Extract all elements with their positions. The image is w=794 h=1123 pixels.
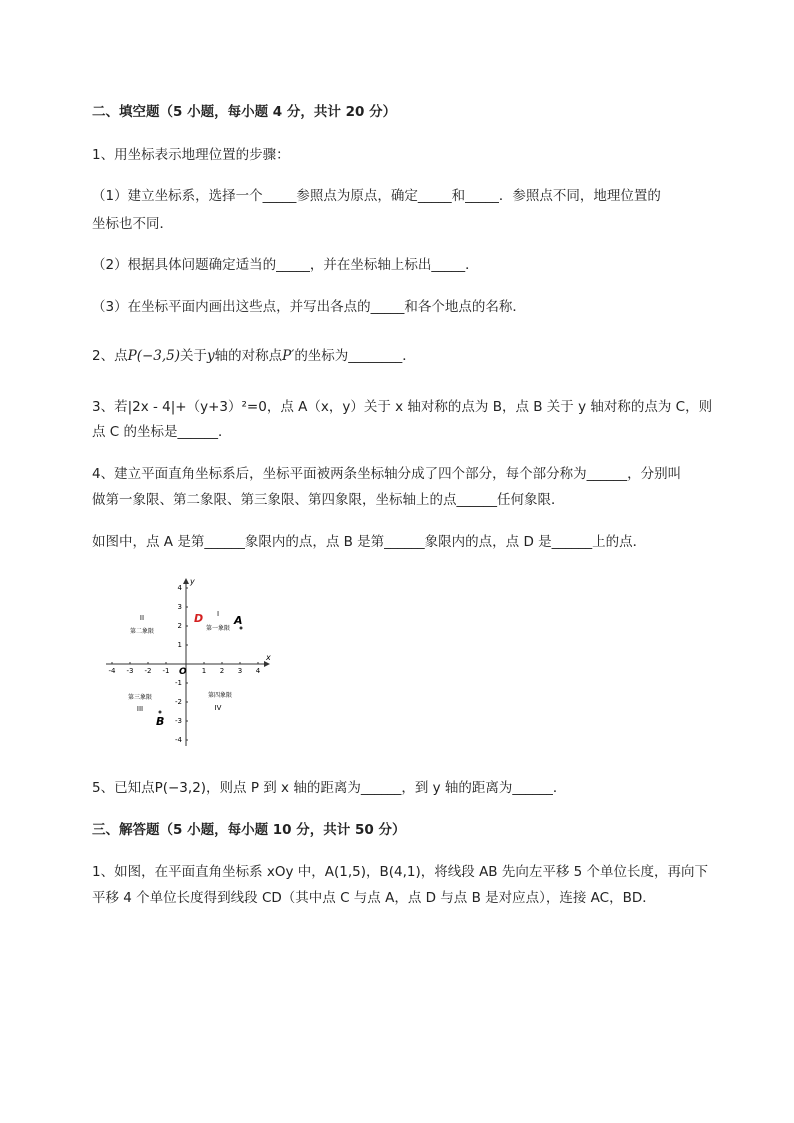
quadrant-4-roman: IV <box>214 704 222 712</box>
y-tick-label: 4 <box>177 584 182 592</box>
q2-coords: (−3,5) <box>136 348 181 364</box>
section-heading-fill-blank: 二、填空题（5 小题，每小题 4 分，共计 20 分） <box>92 104 397 120</box>
quadrant-2-name: 第二象限 <box>129 628 155 635</box>
q2-mid2: 轴的对称点 <box>214 348 283 364</box>
quadrant-3-roman: III <box>136 705 144 713</box>
q2-mid1: 关于 <box>180 348 208 364</box>
x-tick-label: -2 <box>144 667 152 675</box>
q1-step1-line2: 坐标也不同． <box>92 216 173 232</box>
q2-pre: 2、点 <box>92 348 128 364</box>
x-tick-label: 1 <box>201 667 207 675</box>
x-tick-label: -1 <box>162 667 170 675</box>
y-axis-label: y <box>190 577 195 586</box>
y-tick-label: -4 <box>175 736 182 744</box>
quadrant-2-roman: II <box>139 614 145 622</box>
x-axis-label: x <box>266 653 271 662</box>
q2-y-axis: y <box>207 348 215 364</box>
q2-text <box>92 344 416 364</box>
s3q1-line2: 平移 4 个单位长度得到线段 CD（其中点 C 与点 A，点 D 与点 B 是对应点），连接 AC，BD． <box>92 890 656 906</box>
x-tick-label: 2 <box>219 667 225 675</box>
coordinate-figure <box>104 576 272 748</box>
y-axis-arrow <box>183 578 189 584</box>
x-tick-label: 4 <box>255 667 261 675</box>
origin-label: O <box>179 667 187 677</box>
q3-line2: 点 C 的坐标是______． <box>92 424 232 440</box>
q4-line3: 如图中，点 A 是第______象限内的点，点 B 是第______象限内的点，点 D 是______上的点． <box>92 534 647 550</box>
q2-post: 的坐标为________． <box>294 348 416 364</box>
y-tick-label: 2 <box>177 622 182 630</box>
s3q1-line1: 1、如图，在平面直角坐标系 xOy 中，A(1,5)，B(4,1)，将线段 AB 先向左平移 5 个单位长度，再向下 <box>92 864 709 880</box>
q2-point-p-prime: P′ <box>282 348 295 364</box>
quadrant-1-name: 第一象限 <box>205 625 231 632</box>
point-b-dot <box>159 711 162 714</box>
q4-line1: 4、建立平面直角坐标系后，坐标平面被两条坐标轴分成了四个部分，每个部分称为______，分别叫 <box>92 466 682 482</box>
x-tick-label: -4 <box>108 667 116 675</box>
q5-text: 5、已知点P(−3,2)，则点 P 到 x 轴的距离为______，到 y 轴的距离为______． <box>92 780 567 796</box>
section-heading-solutions: 三、解答题（5 小题，每小题 10 分，共计 50 分） <box>92 822 406 838</box>
point-b-label: B <box>156 715 165 728</box>
quadrant-1-roman: I <box>216 610 220 618</box>
quadrant-3-name: 第三象限 <box>127 694 153 701</box>
x-tick-label: 3 <box>237 667 243 675</box>
q3-line1: 3、若|2x - 4|+（y+3）²=0，点 A（x，y）关于 x 轴对称的点为 B，点 B 关于 y 轴对称的点为 C，则 <box>92 399 713 415</box>
q1-step3: （3）在坐标平面内画出这些点，并写出各点的_____和各个地点的名称． <box>92 299 526 315</box>
point-d-label: D <box>194 612 204 625</box>
y-tick-label: 1 <box>177 641 182 649</box>
q2-point-p: P <box>127 348 137 364</box>
x-tick-label: -3 <box>126 667 134 675</box>
y-tick-label: -3 <box>175 717 182 725</box>
y-tick-label: 3 <box>177 603 182 611</box>
point-a-dot <box>240 627 243 630</box>
quadrant-4-name: 第四象限 <box>207 692 233 699</box>
y-tick-label: -1 <box>175 679 182 687</box>
point-a-label: A <box>234 614 243 627</box>
q1-step2: （2）根据具体问题确定适当的_____，并在坐标轴上标出_____． <box>92 257 479 273</box>
q1-stem: 1、用坐标表示地理位置的步骤： <box>92 147 290 163</box>
y-tick-label: -2 <box>175 698 182 706</box>
q1-step1-line1: （1）建立坐标系，选择一个_____参照点为原点，确定_____和_____．参照点不同，地理位置的 <box>92 188 661 204</box>
q4-line2: 做第一象限、第二象限、第三象限、第四象限，坐标轴上的点______任何象限． <box>92 492 565 508</box>
